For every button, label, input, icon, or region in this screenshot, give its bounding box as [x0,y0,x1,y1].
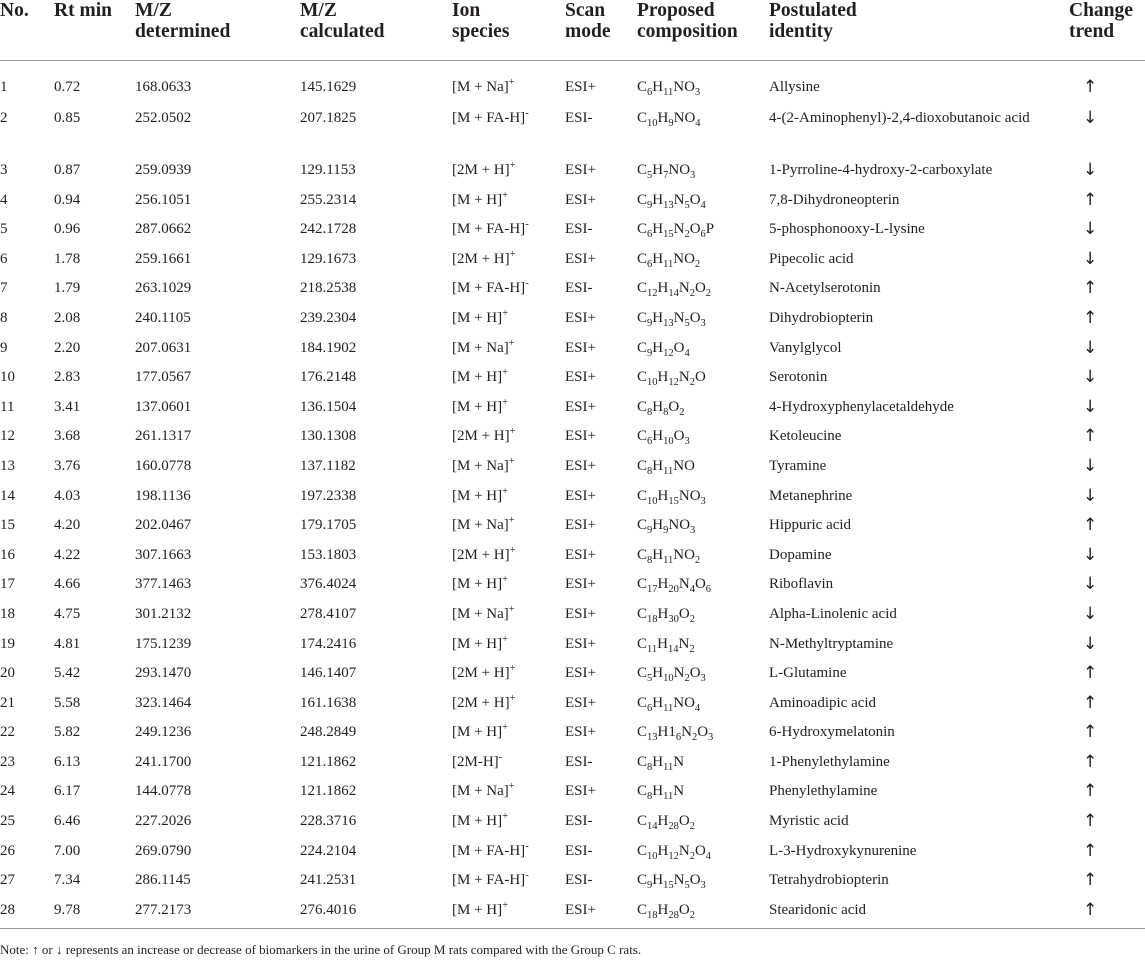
cell-identity: 5-phosphonooxy-L-lysine [769,221,925,238]
cell-scan-mode: ESI+ [565,191,596,208]
table-row [0,487,1145,517]
cell-rt: 2.08 [54,309,81,326]
cell-ion-species: [2M + H]+ [452,544,516,563]
cell-mz-determined: 269.0790 [135,842,192,859]
cell-trend: ↓ [1083,544,1098,565]
cell-identity: Aminoadipic acid [769,694,877,711]
table-row [0,191,1145,221]
cell-no: 11 [0,398,15,415]
cell-mz-determined: 323.1464 [135,694,192,711]
cell-trend: ↑ [1083,189,1098,210]
cell-identity: Tetrahydrobiopterin [769,872,889,889]
header-trend: Change trend [1069,0,1133,42]
cell-ion-species: [M + Na]+ [452,603,515,622]
cell-mz-calculated: 224.2104 [300,842,357,859]
cell-no: 19 [0,635,15,652]
cell-mz-calculated: 197.2338 [300,487,357,504]
cell-ion-species: [2M-H]- [452,751,503,770]
header-rt: Rt min [54,0,112,21]
cell-mz-determined: 144.0778 [135,783,192,800]
cell-no: 8 [0,309,8,326]
cell-composition: $C_6H_{10}O_3$ [637,428,690,448]
table-row [0,427,1145,457]
cell-identity: Pipecolic acid [769,250,854,267]
cell-rt: 6.17 [54,783,81,800]
cell-mz-calculated: 184.1902 [300,339,357,356]
cell-trend: ↓ [1083,455,1098,476]
cell-mz-determined: 263.1029 [135,280,192,297]
cell-ion-species: [2M + H]+ [452,426,516,445]
cell-ion-species: [M + H]+ [452,307,509,326]
cell-composition: $C_{17}H_{20}N_4O_6$ [637,576,712,596]
cell-scan-mode: ESI+ [565,517,596,534]
table-row [0,61,1145,110]
cell-identity: 4-Hydroxyphenylacetaldehyde [769,398,954,415]
table-row [0,250,1145,280]
cell-ion-species: [M + Na]+ [452,515,515,534]
cell-rt: 0.85 [54,110,81,126]
cell-mz-calculated: 174.2416 [300,635,357,652]
cell-rt: 2.83 [54,369,81,386]
cell-composition: $C_9H_{13}N_5O_4$ [637,191,706,211]
cell-ion-species: [M + H]+ [452,722,509,741]
cell-ion-species: [M + FA-H]- [452,870,529,889]
cell-no: 18 [0,605,15,622]
header-no: No. [0,0,29,21]
cell-trend: ↓ [1083,367,1098,388]
cell-scan-mode: ESI- [565,842,593,859]
cell-trend: ↑ [1083,870,1098,891]
cell-ion-species: [M + Na]+ [452,337,515,356]
cell-composition: $C_6H_{11}NO_2$ [637,250,701,270]
table-row [0,871,1145,901]
cell-identity: Myristic acid [769,813,849,830]
cell-trend: ↓ [1083,219,1098,240]
table-row [0,753,1145,783]
cell-rt: 3.68 [54,428,81,445]
cell-composition: $C_9H_9NO_3$ [637,517,696,537]
table-row [0,901,1145,929]
cell-rt: 6.13 [54,753,81,770]
cell-ion-species: [M + Na]+ [452,77,515,95]
cell-rt: 3.76 [54,457,81,474]
cell-mz-determined: 252.0502 [135,110,192,126]
cell-trend: ↑ [1083,307,1098,328]
cell-rt: 0.72 [54,79,81,95]
cell-no: 10 [0,369,15,386]
cell-mz-calculated: 129.1153 [300,162,356,178]
cell-composition: $C_6H_{11}NO_4$ [637,694,701,714]
cell-mz-determined: 207.0631 [135,339,192,356]
table-header [0,0,1145,61]
table-row [0,782,1145,812]
header-ion-species: Ion species [452,0,510,42]
table-row [0,605,1145,635]
cell-mz-calculated: 130.1308 [300,428,357,445]
table-body [0,61,1145,929]
cell-mz-calculated: 136.1504 [300,398,357,415]
cell-composition: $C_6H_{11}NO_3$ [637,79,701,98]
cell-identity: 4-(2-Aminophenyl)-2,4-dioxobutanoic acid [769,110,1030,126]
cell-identity: Allysine [769,79,820,95]
cell-composition: $C_8H_{11}NO_2$ [637,546,701,566]
cell-scan-mode: ESI- [565,753,593,770]
cell-rt: 4.66 [54,576,81,593]
cell-mz-determined: 301.2132 [135,605,192,622]
cell-mz-determined: 286.1145 [135,872,191,889]
header-scan-mode: Scan mode [565,0,611,42]
cell-mz-calculated: 145.1629 [300,79,357,95]
cell-no: 26 [0,842,15,859]
table-row [0,339,1145,369]
cell-ion-species: [M + FA-H]- [452,108,529,126]
cell-composition: $C_8H_{11}NO$ [637,457,695,477]
cell-identity: Serotonin [769,369,828,386]
cell-ion-species: [M + H]+ [452,633,509,652]
table-row [0,842,1145,872]
cell-composition: $C_{18}H_{28}O_2$ [637,901,695,921]
cell-ion-species: [M + Na]+ [452,455,515,474]
table-row [0,368,1145,398]
cell-trend: ↑ [1083,899,1098,920]
cell-scan-mode: ESI+ [565,635,596,652]
cell-no: 27 [0,872,15,889]
cell-rt: 4.03 [54,487,81,504]
cell-rt: 4.81 [54,635,81,652]
cell-scan-mode: ESI+ [565,665,596,682]
cell-mz-calculated: 207.1825 [300,110,357,126]
cell-identity: Ketoleucine [769,428,842,445]
cell-identity: Metanephrine [769,487,853,504]
table-row [0,220,1145,250]
cell-mz-calculated: 276.4016 [300,901,357,918]
cell-trend: ↑ [1083,426,1098,447]
cell-scan-mode: ESI+ [565,487,596,504]
cell-composition: $C_{12}H_{14}N_2O_2$ [637,280,712,300]
cell-composition: $C_8H_8O_2$ [637,398,685,418]
cell-identity: Riboflavin [769,576,834,593]
cell-ion-species: [M + H]+ [452,574,509,593]
cell-mz-determined: 202.0467 [135,517,192,534]
cell-mz-determined: 307.1663 [135,546,192,563]
cell-mz-determined: 249.1236 [135,724,192,741]
table-row [0,161,1145,191]
cell-no: 13 [0,457,15,474]
cell-no: 22 [0,724,15,741]
cell-identity: Dopamine [769,546,832,563]
cell-trend: ↓ [1083,633,1098,654]
cell-identity: Vanylglycol [769,339,842,356]
cell-mz-calculated: 278.4107 [300,605,357,622]
cell-identity: Tyramine [769,457,827,474]
cell-rt: 9.78 [54,901,81,918]
cell-no: 15 [0,517,15,534]
cell-scan-mode: ESI+ [565,250,596,267]
cell-rt: 5.42 [54,665,81,682]
cell-identity: Alpha-Linolenic acid [769,605,897,622]
cell-identity: 7,8-Dihydroneopterin [769,191,900,208]
cell-composition: $C_{13}H1_6N_2O_3$ [637,724,714,744]
cell-trend: ↓ [1083,574,1098,595]
cell-mz-calculated: 137.1182 [300,457,356,474]
cell-trend: ↓ [1083,160,1098,180]
cell-rt: 5.82 [54,724,81,741]
cell-ion-species: [M + FA-H]- [452,278,529,297]
cell-mz-determined: 240.1105 [135,309,191,326]
cell-trend: ↑ [1083,77,1098,97]
cell-mz-determined: 261.1317 [135,428,192,445]
cell-identity: 6-Hydroxymelatonin [769,724,895,741]
cell-scan-mode: ESI+ [565,783,596,800]
cell-no: 24 [0,783,15,800]
table-row [0,723,1145,753]
cell-no: 17 [0,576,15,593]
cell-identity: 1-Pyrroline-4-hydroxy-2-carboxylate [769,162,993,178]
cell-no: 12 [0,428,15,445]
cell-mz-determined: 175.1239 [135,635,192,652]
cell-mz-calculated: 255.2314 [300,191,357,208]
cell-ion-species: [M + H]+ [452,396,509,415]
cell-scan-mode: ESI+ [565,309,596,326]
cell-mz-calculated: 153.1803 [300,546,357,563]
cell-scan-mode: ESI+ [565,369,596,386]
cell-rt: 4.20 [54,517,81,534]
cell-mz-calculated: 241.2531 [300,872,357,889]
cell-trend: ↑ [1083,278,1098,299]
cell-composition: $C_{10}H_{12}N_2O$ [637,369,706,389]
cell-composition: $C_{11}H_{14}N_2$ [637,635,695,655]
table-row [0,635,1145,665]
cell-ion-species: [M + Na]+ [452,781,515,800]
cell-identity: N-Acetylserotonin [769,280,881,297]
cell-identity: Phenylethylamine [769,783,878,800]
cell-no: 14 [0,487,15,504]
cell-scan-mode: ESI+ [565,162,596,178]
cell-no: 28 [0,901,15,918]
cell-rt: 2.20 [54,339,81,356]
cell-no: 6 [0,250,8,267]
cell-trend: ↑ [1083,751,1098,772]
cell-no: 3 [0,162,8,178]
cell-scan-mode: ESI- [565,280,593,297]
cell-ion-species: [M + FA-H]- [452,840,529,859]
cell-composition: $C_{10}H_{12}N_2O_4$ [637,842,712,862]
cell-composition: $C_{18}H_{30}O_2$ [637,605,695,625]
cell-mz-determined: 177.0567 [135,369,192,386]
cell-identity: Stearidonic acid [769,901,867,918]
cell-ion-species: [M + H]+ [452,189,509,208]
cell-mz-calculated: 146.1407 [300,665,357,682]
cell-rt: 0.94 [54,191,81,208]
cell-no: 20 [0,665,15,682]
cell-trend: ↓ [1083,337,1098,358]
cell-ion-species: [M + FA-H]- [452,219,529,238]
cell-scan-mode: ESI+ [565,576,596,593]
cell-ion-species: [M + H]+ [452,485,509,504]
cell-trend: ↑ [1083,692,1098,713]
cell-trend: ↑ [1083,781,1098,802]
cell-composition: $C_9H_{12}O_4$ [637,339,690,359]
cell-composition: $C_{10}H_9NO_4$ [637,110,701,129]
cell-mz-calculated: 129.1673 [300,250,357,267]
cell-trend: ↓ [1083,603,1098,624]
cell-composition: $C_5H_7NO_3$ [637,162,696,181]
cell-scan-mode: ESI+ [565,694,596,711]
cell-mz-determined: 256.1051 [135,191,192,208]
cell-mz-determined: 277.2173 [135,901,192,918]
cell-scan-mode: ESI- [565,110,593,126]
cell-composition: $C_6H_{15}N_2O_6P$ [637,221,715,241]
cell-mz-calculated: 121.1862 [300,783,357,800]
cell-ion-species: [2M + H]+ [452,663,516,682]
cell-composition: $C_9H_{13}N_5O_3$ [637,309,706,329]
cell-ion-species: [2M + H]+ [452,160,516,178]
cell-scan-mode: ESI- [565,221,593,238]
cell-scan-mode: ESI+ [565,901,596,918]
cell-identity: L-3-Hydroxykynurenine [769,842,917,859]
cell-trend: ↓ [1083,396,1098,417]
cell-trend: ↑ [1083,840,1098,861]
table-row [0,457,1145,487]
cell-no: 16 [0,546,15,563]
cell-rt: 7.00 [54,842,81,859]
cell-mz-calculated: 161.1638 [300,694,357,711]
cell-identity: 1-Phenylethylamine [769,753,890,770]
cell-no: 7 [0,280,8,297]
cell-no: 23 [0,753,15,770]
cell-scan-mode: ESI+ [565,398,596,415]
table-row [0,812,1145,842]
cell-mz-determined: 259.0939 [135,162,192,178]
cell-composition: $C_{10}H_{15}NO_3$ [637,487,706,507]
cell-ion-species: [M + H]+ [452,811,509,830]
cell-mz-calculated: 242.1728 [300,221,357,238]
cell-ion-species: [M + H]+ [452,899,509,918]
cell-scan-mode: ESI+ [565,79,596,95]
header-composition: Proposed composition [637,0,738,42]
cell-no: 1 [0,79,8,95]
cell-mz-calculated: 179.1705 [300,517,357,534]
cell-rt: 6.46 [54,813,81,830]
table-row [0,694,1145,724]
cell-composition: $C_8H_{11}N$ [637,783,685,803]
cell-no: 2 [0,110,8,126]
table-row [0,575,1145,605]
cell-mz-determined: 287.0662 [135,221,192,238]
cell-composition: $C_5H_{10}N_2O_3$ [637,665,706,685]
cell-scan-mode: ESI+ [565,724,596,741]
cell-mz-determined: 377.1463 [135,576,192,593]
table-row [0,309,1145,339]
cell-no: 4 [0,191,8,208]
cell-scan-mode: ESI+ [565,428,596,445]
cell-rt: 0.87 [54,162,81,178]
cell-trend: ↑ [1083,515,1098,536]
table-row [0,546,1145,576]
cell-scan-mode: ESI- [565,872,593,889]
cell-mz-calculated: 376.4024 [300,576,357,593]
cell-rt: 5.58 [54,694,81,711]
header-identity: Postulated identity [769,0,857,42]
cell-mz-determined: 293.1470 [135,665,192,682]
cell-mz-calculated: 121.1862 [300,753,357,770]
cell-composition: $C_8H_{11}N$ [637,753,685,773]
header-mz-calculated: M/Z calculated [300,0,385,42]
table-row [0,664,1145,694]
cell-mz-calculated: 239.2304 [300,309,357,326]
table-row [0,516,1145,546]
cell-ion-species: [M + H]+ [452,367,509,386]
cell-rt: 1.78 [54,250,81,267]
cell-rt: 1.79 [54,280,81,297]
cell-mz-determined: 227.2026 [135,813,192,830]
cell-composition: $C_{14}H_{28}O_2$ [637,813,695,833]
cell-identity: Hippuric acid [769,517,852,534]
cell-rt: 4.75 [54,605,81,622]
cell-no: 9 [0,339,8,356]
cell-scan-mode: ESI+ [565,546,596,563]
cell-rt: 3.41 [54,398,81,415]
table-row [0,109,1145,161]
cell-mz-calculated: 228.3716 [300,813,357,830]
cell-no: 21 [0,694,15,711]
cell-identity: N-Methyltryptamine [769,635,894,652]
cell-trend: ↑ [1083,663,1098,684]
cell-mz-determined: 137.0601 [135,398,192,415]
cell-scan-mode: ESI+ [565,339,596,356]
cell-mz-determined: 160.0778 [135,457,192,474]
table-row [0,398,1145,428]
cell-mz-calculated: 248.2849 [300,724,357,741]
cell-rt: 7.34 [54,872,81,889]
table-row [0,279,1145,309]
header-mz-determined: M/Z determined [135,0,231,42]
table-note: Note: ↑ or ↓ represents an increase or decrease of biomarkers in the urine of Group M rats compared with the Group C rats. [0,942,642,957]
cell-no: 25 [0,813,15,830]
cell-identity: L-Glutamine [769,665,847,682]
cell-trend: ↓ [1083,485,1098,506]
cell-mz-determined: 241.1700 [135,753,192,770]
cell-mz-determined: 259.1661 [135,250,192,267]
cell-ion-species: [2M + H]+ [452,248,516,267]
cell-mz-determined: 198.1136 [135,487,191,504]
cell-rt: 0.96 [54,221,81,238]
cell-scan-mode: ESI- [565,813,593,830]
cell-trend: ↑ [1083,722,1098,743]
cell-identity: Dihydrobiopterin [769,309,874,326]
cell-trend: ↓ [1083,248,1098,269]
cell-mz-calculated: 176.2148 [300,369,357,386]
cell-trend: ↑ [1083,811,1098,832]
cell-trend: ↓ [1083,108,1098,128]
cell-mz-determined: 168.0633 [135,79,192,95]
cell-rt: 4.22 [54,546,81,563]
cell-composition: $C_9H_{15}N_5O_3$ [637,872,706,892]
cell-no: 5 [0,221,8,238]
cell-mz-calculated: 218.2538 [300,280,357,297]
cell-scan-mode: ESI+ [565,457,596,474]
cell-scan-mode: ESI+ [565,605,596,622]
cell-ion-species: [2M + H]+ [452,692,516,711]
